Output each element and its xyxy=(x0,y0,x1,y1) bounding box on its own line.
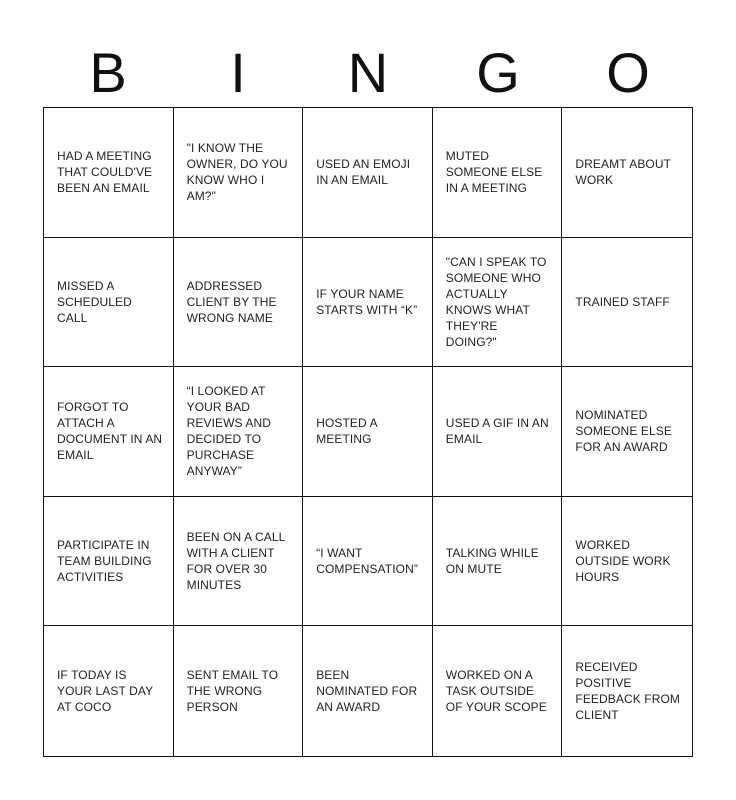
bingo-cell[interactable]: "I KNOW THE OWNER, DO YOU KNOW WHO I AM?" xyxy=(174,108,304,238)
header-letter-n: N xyxy=(347,41,389,104)
bingo-cell[interactable]: IF TODAY IS YOUR LAST DAY AT COCO xyxy=(44,626,174,756)
header-letter-g: G xyxy=(476,41,520,104)
bingo-cell[interactable]: FORGOT TO ATTACH A DOCUMENT IN AN EMAIL xyxy=(44,367,174,497)
header-letter-i: I xyxy=(230,41,246,104)
bingo-cell[interactable]: WORKED OUTSIDE WORK HOURS xyxy=(562,497,692,627)
header-letter-o: O xyxy=(606,41,650,104)
bingo-cell[interactable]: NOMINATED SOMEONE ELSE FOR AN AWARD xyxy=(562,367,692,497)
bingo-cell[interactable]: “I WANT COMPENSATION” xyxy=(303,497,433,627)
bingo-cell[interactable]: HAD A MEETING THAT COULD'VE BEEN AN EMAIL xyxy=(44,108,174,238)
bingo-cell[interactable]: BEEN NOMINATED FOR AN AWARD xyxy=(303,626,433,756)
bingo-cell[interactable]: BEEN ON A CALL WITH A CLIENT FOR OVER 30 MINUTES xyxy=(174,497,304,627)
bingo-cell[interactable]: USED AN EMOJI IN AN EMAIL xyxy=(303,108,433,238)
bingo-cell[interactable]: RECEIVED POSITIVE FEEDBACK FROM CLIENT xyxy=(575,660,681,723)
bingo-cell[interactable]: MISSED A SCHEDULED CALL xyxy=(44,238,174,368)
bingo-header xyxy=(43,42,693,104)
bingo-cell[interactable]: IF YOUR NAME STARTS WITH “K” xyxy=(303,238,433,368)
bingo-cell[interactable]: TALKING WHILE ON MUTE xyxy=(433,497,563,627)
bingo-grid xyxy=(43,107,693,757)
bingo-cell[interactable]: “I LOOKED AT YOUR BAD REVIEWS AND DECIDED TO PURCHASE ANYWAY” xyxy=(174,367,304,497)
bingo-cell[interactable]: SENT EMAIL TO THE WRONG PERSON xyxy=(174,626,304,756)
bingo-cell[interactable]: MUTED SOMEONE ELSE IN A MEETING xyxy=(433,108,563,238)
bingo-cell[interactable]: ADDRESSED CLIENT BY THE WRONG NAME xyxy=(174,238,304,368)
bingo-cell[interactable]: WORKED ON A TASK OUTSIDE OF YOUR SCOPE xyxy=(433,626,563,756)
bingo-cell[interactable]: HOSTED A MEETING xyxy=(303,367,433,497)
bingo-cell[interactable]: TRAINED STAFF xyxy=(562,238,692,368)
bingo-cell[interactable]: "CAN I SPEAK TO SOMEONE WHO ACTUALLY KNOWS WHAT THEY'RE DOING?" xyxy=(433,238,563,368)
header-letter-b: B xyxy=(89,41,127,104)
bingo-cell[interactable]: USED A GIF IN AN EMAIL xyxy=(433,367,563,497)
bingo-cell[interactable]: DREAMT ABOUT WORK xyxy=(562,108,692,238)
bingo-cell[interactable]: PARTICIPATE IN TEAM BUILDING ACTIVITIES xyxy=(44,497,174,627)
